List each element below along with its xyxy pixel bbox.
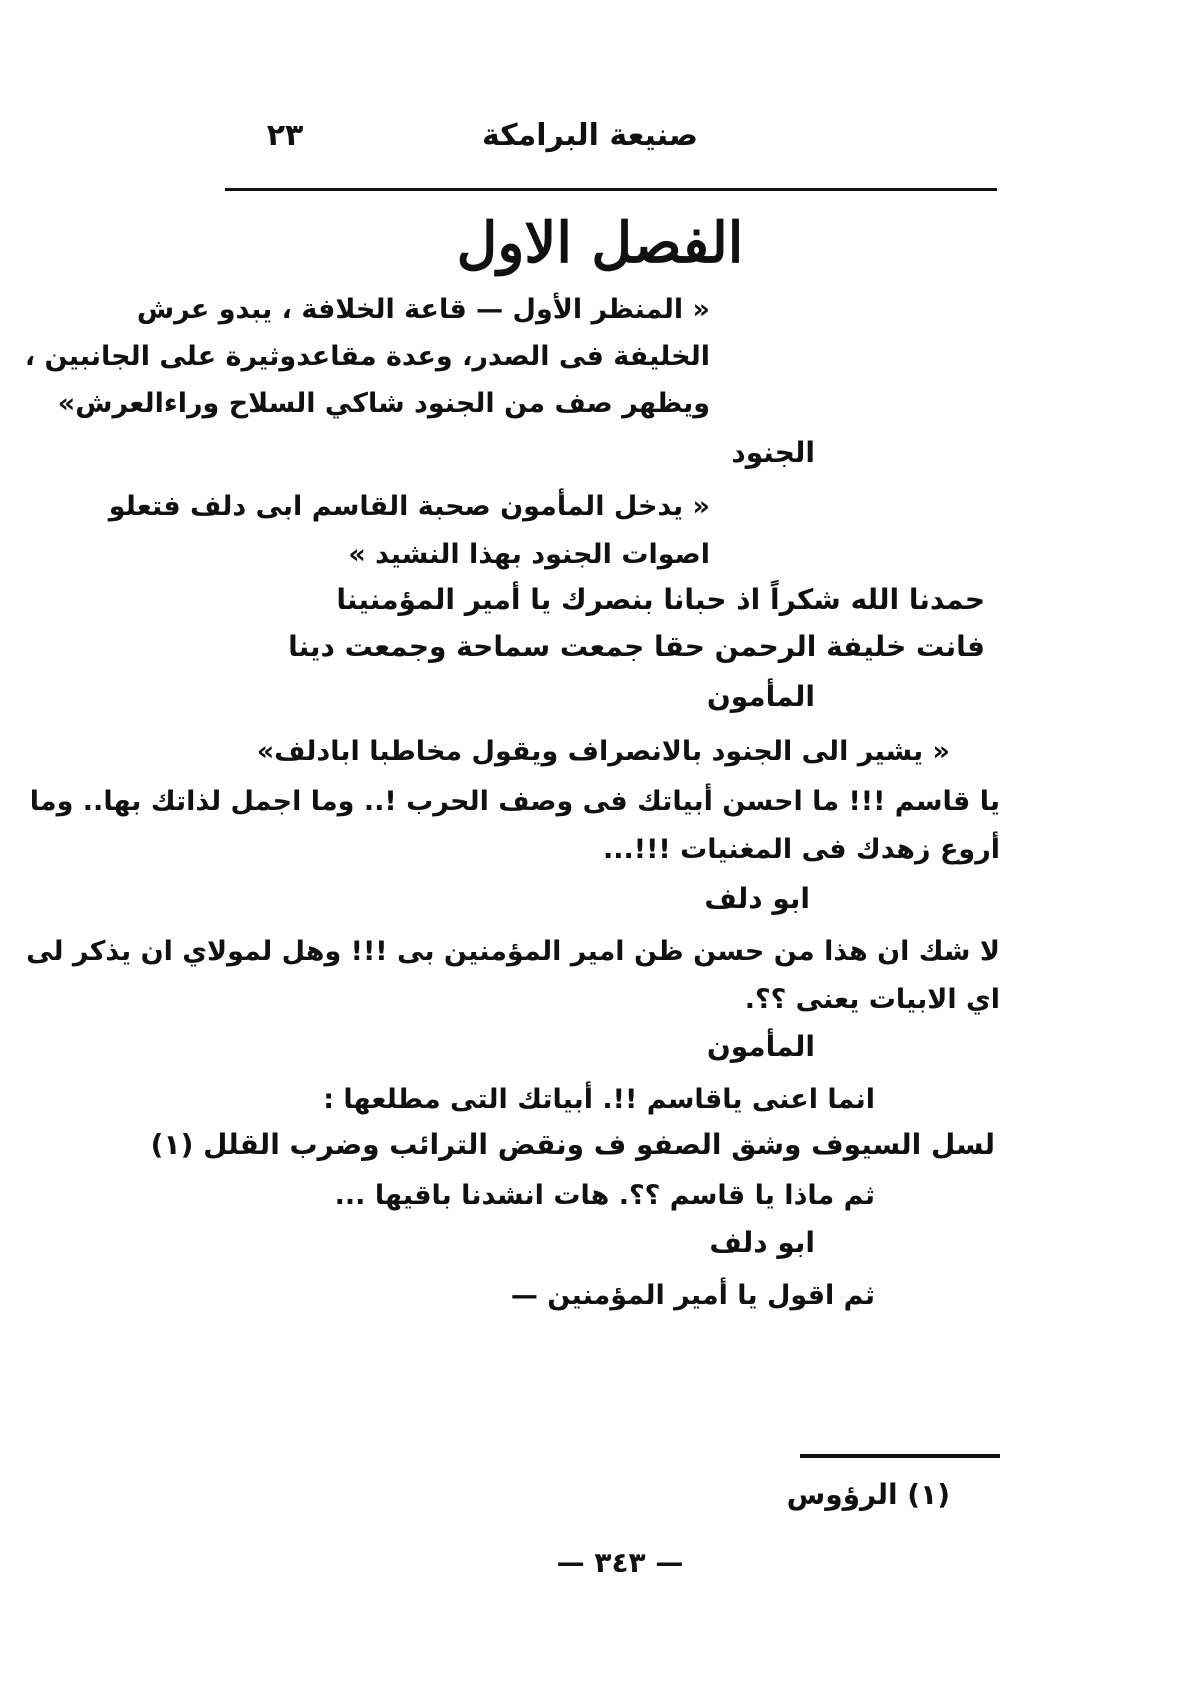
stage-direction-line: اصوات الجنود بهذا النشيد »: [348, 539, 710, 570]
stage-direction-line: الخليفة فى الصدر، وعدة مقاعدوثيرة على الجانبين ،: [24, 341, 710, 372]
poem-verse: لسل السيوف وشق الصفو ف ونقض الترائب وضرب القلل (١): [150, 1128, 995, 1161]
running-header-page-number: ٢٣: [266, 118, 304, 153]
footnote-rule: [800, 1454, 1000, 1458]
dialogue-line: أروع زهدك فى المغنيات !!!...: [603, 834, 1000, 865]
dialogue-line: انما اعنى ياقاسم !!. أبياتك التى مطلعها :: [323, 1084, 875, 1115]
dialogue-line: ثم اقول يا أمير المؤمنين —: [510, 1280, 875, 1311]
dialogue-line: اي الابيات يعنى ؟؟.: [744, 984, 1000, 1015]
speaker-name: ابو دلف: [704, 882, 810, 915]
speaker-name: ابو دلف: [709, 1226, 815, 1259]
stage-direction-line: « يدخل المأمون صحبة القاسم ابى دلف فتعلو: [108, 491, 710, 522]
poem-verse: فانت خليفة الرحمن حقا جمعت سماحة وجمعت دينا: [288, 630, 985, 663]
page-number-footer: — ٣٤٣ —: [556, 1546, 684, 1579]
poem-verse: حمدنا الله شكراً اذ حبانا بنصرك يا أمير المؤمنينا: [336, 583, 985, 616]
dialogue-line: لا شك ان هذا من حسن ظن امير المؤمنين بى !!! وهل لمولاي ان يذكر لى: [26, 936, 1000, 967]
stage-direction-line: ويظهر صف من الجنود شاكي السلاح وراءالعرش»: [57, 388, 710, 419]
footnote: (١) الرؤوس: [786, 1478, 950, 1511]
dialogue-line: ثم ماذا يا قاسم ؟؟. هات انشدنا باقيها ...: [334, 1180, 875, 1211]
running-header-title: صنيعة البرامكة: [481, 118, 698, 153]
dialogue-line: يا قاسم !!! ما احسن أبياتك فى وصف الحرب !.. وما اجمل لذاتك بها.. وما: [29, 786, 1000, 817]
stage-direction-line: « المنظر الأول — قاعة الخلافة ، يبدو عرش: [136, 294, 710, 325]
header-rule: [225, 188, 997, 191]
chapter-title: الفصل الاول: [456, 210, 744, 276]
speaker-name: المأمون: [706, 1030, 815, 1063]
stage-direction-line: « يشير الى الجنود بالانصراف ويقول مخاطبا ابادلف»: [256, 736, 950, 767]
speaker-name: المأمون: [706, 680, 815, 713]
speaker-name: الجنود: [731, 436, 815, 469]
